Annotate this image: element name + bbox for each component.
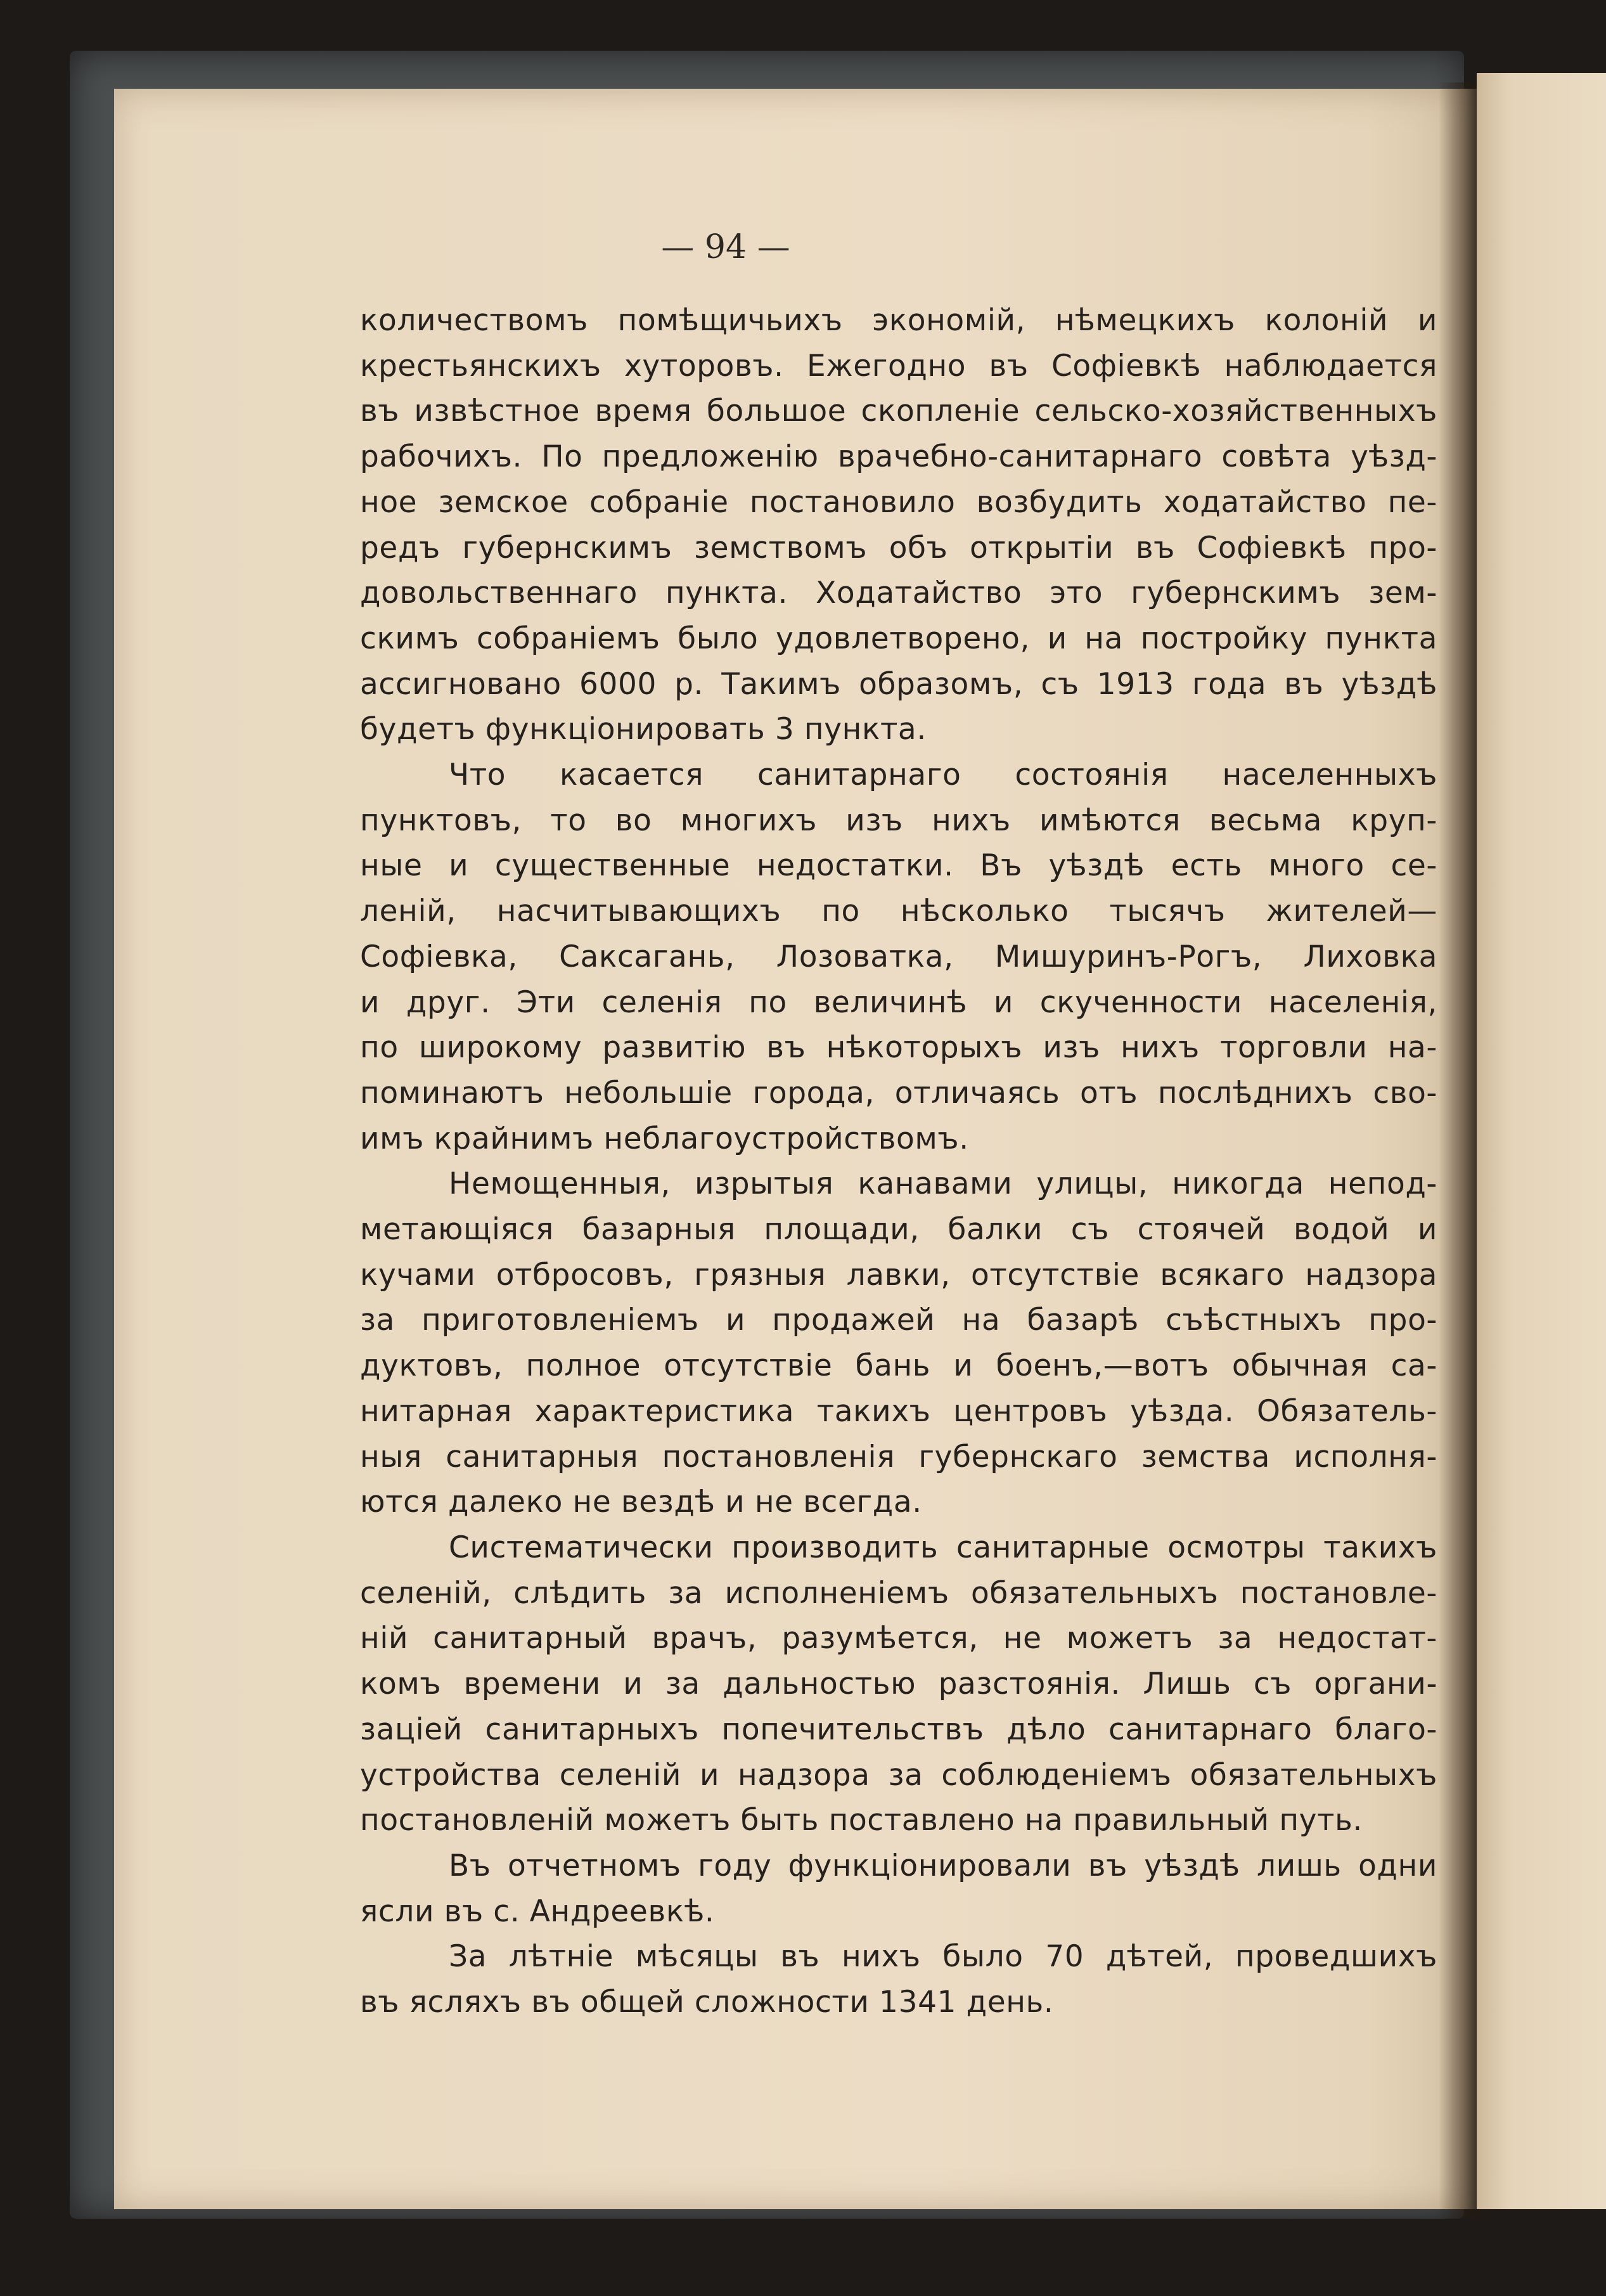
text-line: За лѣтніе мѣсяцы въ нихъ было 70 дѣтей, проведшихъ: [449, 1939, 1437, 1975]
text-line: будетъ функціонировать 3 пункта.: [360, 712, 927, 747]
text-line: метающіяся базарныя площади, балки съ стоячей водой и: [360, 1212, 1437, 1248]
text-line: въ извѣстное время большое скопленіе сельско-хозяйственныхъ: [360, 394, 1437, 429]
paragraph: [360, 1843, 1437, 1934]
page-number: — 94 —: [661, 228, 790, 266]
text-line: и друг. Эти селенія по величинѣ и скученности населенія,: [360, 984, 1437, 1020]
text-line: устройства селеній и надзора за соблюденіемъ обязательныхъ: [360, 1757, 1437, 1793]
text-line: ныя санитарныя постановленія губернскаго земства исполня-: [360, 1439, 1437, 1474]
right-page: [1477, 73, 1606, 2209]
text-line: крестьянскихъ хуторовъ. Ежегодно въ Софіевкѣ наблюдается: [360, 348, 1437, 384]
text-line: за приготовленіемъ и продажей на базарѣ съѣстныхъ про-: [360, 1303, 1437, 1338]
paragraph: [360, 1525, 1437, 1843]
text-line: селеній, слѣдить за исполненіемъ обязательныхъ постановле-: [360, 1575, 1437, 1611]
text-line: кучами отбросовъ, грязныя лавки, отсутствіе всякаго надзора: [360, 1257, 1437, 1293]
text-line: ясли въ с. Андреевкѣ.: [360, 1893, 715, 1929]
text-line: рабочихъ. По предложенію врачебно-санитарнаго совѣта уѣзд-: [360, 439, 1437, 475]
text-line: постановленій можетъ быть поставлено на правильный путь.: [360, 1803, 1363, 1838]
text-line: комъ времени и за дальностью разстоянія. Лишь съ органи-: [360, 1667, 1437, 1702]
text-line: скимъ собраніемъ было удовлетворено, и на постройку пункта: [360, 621, 1437, 656]
paragraph: [360, 298, 1437, 752]
text-line: ются далеко не вездѣ и не всегда.: [360, 1485, 922, 1520]
text-line: пунктовъ, то во многихъ изъ нихъ имѣются весьма круп-: [360, 803, 1437, 838]
text-line: Немощенныя, изрытыя канавами улицы, никогда непод-: [449, 1166, 1437, 1202]
text-line: леній, насчитывающихъ по нѣсколько тысячъ жителей—: [360, 894, 1437, 929]
text-line: въ ясляхъ въ общей сложности 1341 день.: [360, 1985, 1054, 2020]
text-line: довольственнаго пункта. Ходатайство это губернскимъ зем-: [360, 576, 1437, 611]
paragraph: [360, 1161, 1437, 1525]
text-line: количествомъ помѣщичьихъ экономій, нѣмецкихъ колоній и: [360, 303, 1437, 338]
text-line: нитарная характеристика такихъ центровъ уѣзда. Обязатель-: [360, 1393, 1437, 1429]
body-text: [360, 298, 1437, 2025]
text-line: дуктовъ, полное отсутствіе бань и боенъ,—вотъ обычная са-: [360, 1348, 1437, 1384]
paragraph: [360, 752, 1437, 1161]
text-line: редъ губернскимъ земствомъ объ открытіи въ Софіевкѣ про-: [360, 530, 1437, 565]
text-line: по широкому развитію въ нѣкоторыхъ изъ нихъ торговли на-: [360, 1030, 1437, 1066]
text-line: Въ отчетномъ году функціонировали въ уѣздѣ лишь одни: [449, 1848, 1437, 1883]
text-line: ные и существенные недостатки. Въ уѣздѣ есть много се-: [360, 848, 1437, 884]
text-line: Систематически производить санитарные осмотры такихъ: [449, 1530, 1437, 1565]
text-line: поминаютъ небольшіе города, отличаясь отъ послѣднихъ сво-: [360, 1075, 1437, 1111]
text-line: заціей санитарныхъ попечительствъ дѣло санитарнаго благо-: [360, 1712, 1437, 1747]
text-line: Софіевка, Саксагань, Лозоватка, Мишуринъ-Рогъ, Лиховка: [360, 939, 1437, 974]
text-line: ассигновано 6000 р. Такимъ образомъ, съ 1913 года въ уѣздѣ: [360, 666, 1437, 702]
text-line: Что касается санитарнаго состоянія населенныхъ: [449, 758, 1437, 793]
paragraph: [360, 1934, 1437, 2025]
text-line: ное земское собраніе постановило возбудить ходатайство пе-: [360, 484, 1437, 520]
text-line: ній санитарный врачъ, разумѣется, не можетъ за недостат-: [360, 1621, 1437, 1656]
text-line: имъ крайнимъ неблагоустройствомъ.: [360, 1121, 969, 1156]
